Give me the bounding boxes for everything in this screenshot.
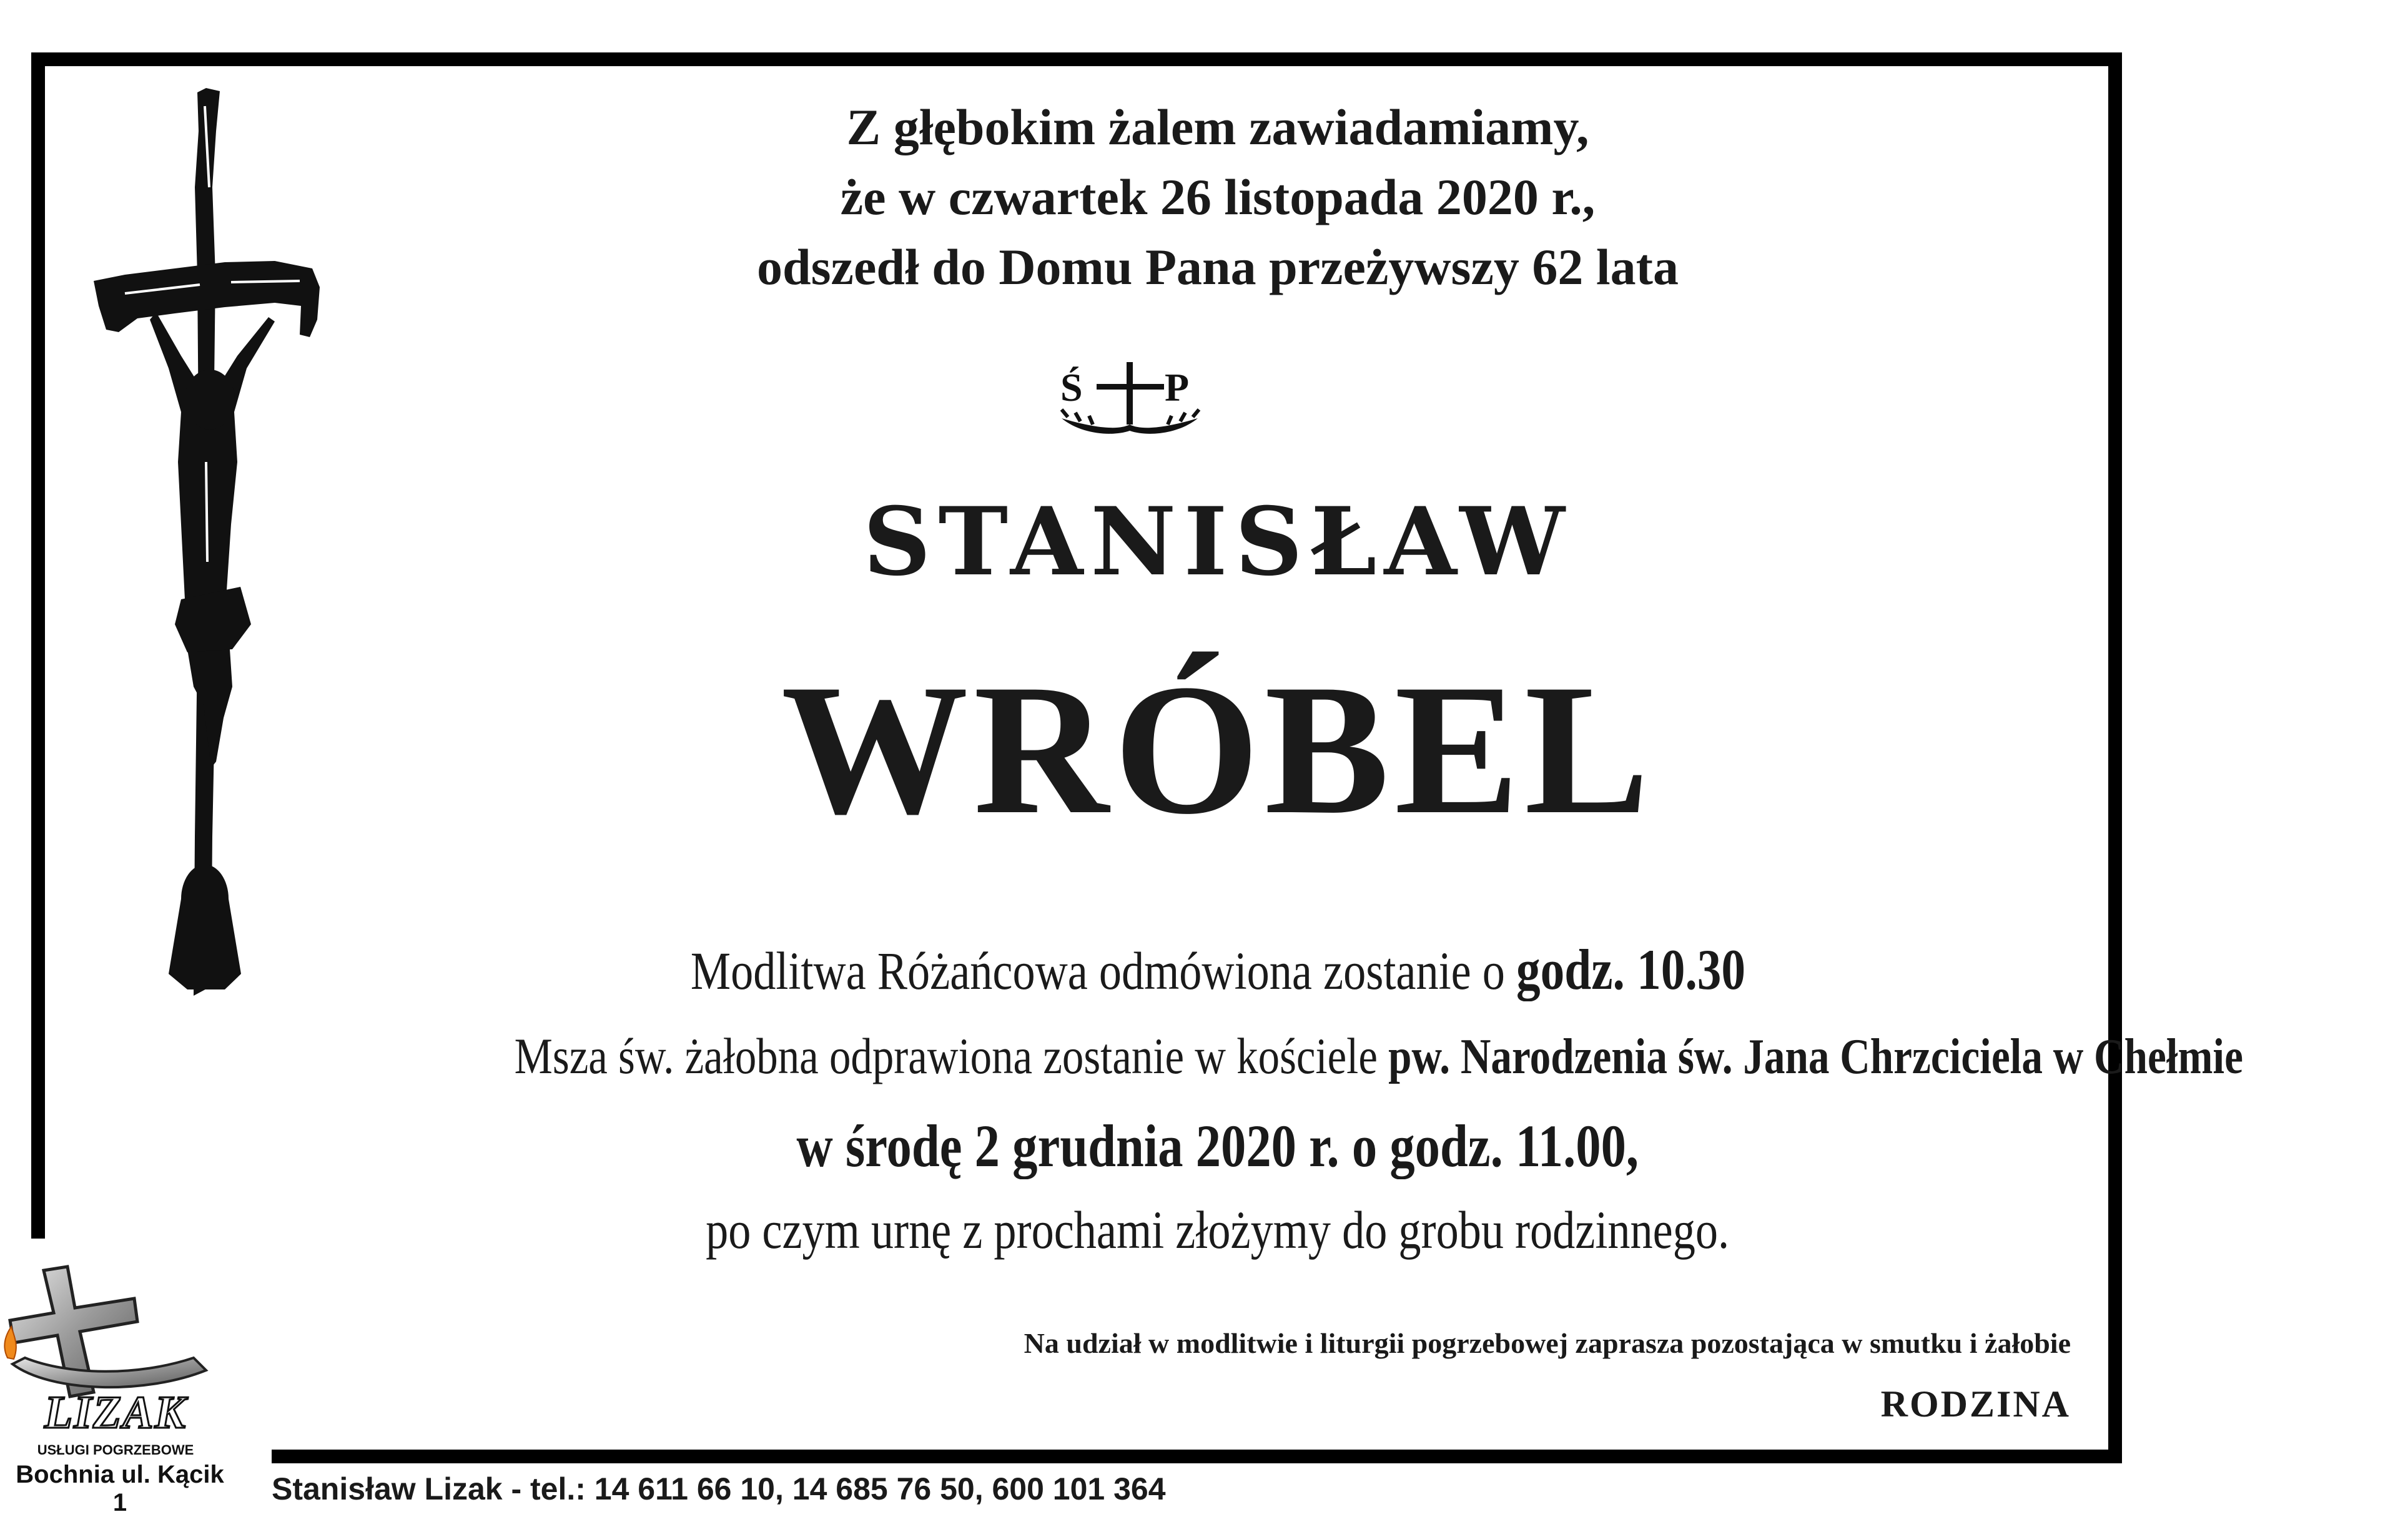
cross-candle-logo-icon (0, 1264, 237, 1405)
mass-line (350, 1027, 2243, 1086)
sp-cross-emblem-icon (1024, 350, 1236, 449)
first-name: STANISŁAW (863, 487, 1572, 597)
last-name: WRÓBEL (781, 646, 1655, 853)
intro-line: Z głębokim żalem zawiadamiamy, (846, 99, 1589, 155)
rosary-line (350, 936, 2086, 1003)
crucifix-icon (87, 87, 325, 999)
frame-top-border (31, 52, 2121, 66)
contact-line: Stanisław Lizak - tel.: 14 611 66 10, 14 685 76 50, 600 101 364 (272, 1471, 1166, 1506)
logo-address: Bochnia ul. Kącik 1 (16, 1461, 224, 1516)
mass-date-line (350, 1111, 2086, 1181)
mass-church: pw. Narodzenia św. Jana Chrzciciela w Chełmie (1388, 1029, 2243, 1084)
frame-bottom-border (272, 1450, 2122, 1463)
funeral-home-logo (0, 1264, 237, 1516)
logo-brand: LIZAK (44, 1387, 187, 1438)
intro-line: odszedł do Domu Pana przeżywszy 62 lata (757, 238, 1679, 295)
family-signature: RODZINA (1880, 1383, 2071, 1425)
mass-text: Msza św. żałobna odprawiona zostanie w kościele (514, 1028, 1389, 1084)
urn-text: po czym urnę z prochami złożymy do grobu rodzinnego. (706, 1200, 1730, 1260)
rosary-text: Modlitwa Różańcowa odmówiona zostanie o (690, 941, 1516, 1001)
svg-text:P: P (1165, 365, 1190, 410)
invitation-text: Na udział w modlitwie i liturgii pogrzebowej zaprasza pozostająca w smutku i żałobie (1024, 1327, 2071, 1359)
intro-line: że w czwartek 26 listopada 2020 r., (840, 169, 1596, 225)
mass-date: w środę 2 grudnia 2020 r. o godz. 11.00, (796, 1112, 1639, 1179)
urn-line (350, 1199, 2086, 1261)
logo-subtitle: USŁUGI POGRZEBOWE (37, 1442, 194, 1458)
intro-text (350, 92, 2086, 302)
rosary-time: godz. 10.30 (1516, 938, 1745, 1001)
frame-left-border (31, 52, 45, 1239)
svg-text:Ś: Ś (1060, 365, 1083, 410)
frame-right-border (2108, 52, 2122, 1463)
